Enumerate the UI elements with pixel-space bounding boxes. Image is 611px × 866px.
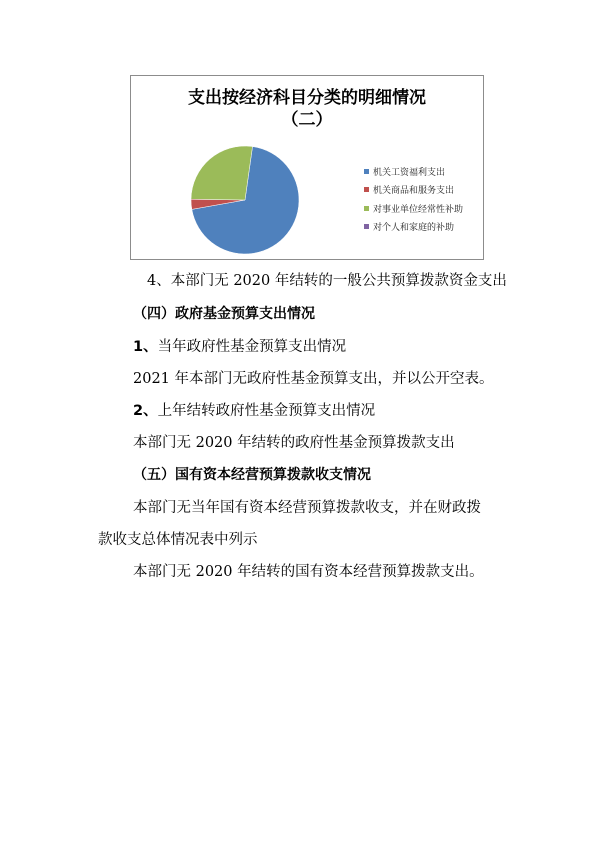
- section-heading-5: （五）国有资本经营预算拨款收支情况: [133, 467, 371, 483]
- legend-swatch-3: [364, 206, 369, 211]
- subheading-1-text: 当年政府性基金预算支出情况: [157, 339, 347, 355]
- subheading-1: [133, 337, 346, 357]
- paragraph-state-capital-2: 款收支总体情况表中列示: [98, 532, 258, 548]
- paragraph-state-capital-1: 本部门无当年国有资本经营预算拨款收支，并在财政拨: [133, 500, 481, 516]
- chart-legend: [364, 162, 463, 236]
- legend-swatch-4: [364, 224, 369, 229]
- paragraph-2021: 2021 年本部门无政府性基金预算支出，并以公开空表。: [133, 371, 494, 387]
- legend-label-3: 对事业单位经常性补助: [373, 204, 464, 215]
- legend-item-3: [364, 199, 463, 218]
- paragraph-state-capital-3: 本部门无 2020 年结转的国有资本经营预算拨款支出。: [133, 564, 484, 580]
- subheading-1-number: 1、: [133, 339, 158, 355]
- legend-item-2: [364, 181, 463, 200]
- pie-chart: [130, 75, 484, 260]
- subheading-2: [133, 401, 375, 421]
- legend-swatch-1: [364, 169, 369, 174]
- paragraph-2020: 本部门无 2020 年结转的政府性基金预算拨款支出: [133, 435, 455, 451]
- legend-label-2: 机关商品和服务支出: [373, 186, 455, 197]
- subheading-2-text: 上年结转政府性基金预算支出情况: [157, 403, 376, 419]
- subheading-2-number: 2、: [133, 403, 158, 419]
- legend-item-4: [364, 218, 463, 237]
- paragraph-line-4: 4、本部门无 2020 年结转的一般公共预算拨款资金支出: [147, 273, 507, 289]
- chart-title: 支出按经济科目分类的明细情况: [188, 88, 426, 108]
- pie-slice-3: [191, 146, 253, 200]
- section-heading-4: （四）政府基金预算支出情况: [133, 306, 315, 322]
- legend-swatch-2: [364, 187, 369, 192]
- pie-plot: [189, 144, 301, 256]
- legend-label-1: 机关工资福利支出: [373, 167, 446, 178]
- legend-item-1: [364, 162, 463, 181]
- legend-label-4: 对个人和家庭的补助: [373, 223, 455, 234]
- chart-subtitle: （二）: [281, 110, 333, 130]
